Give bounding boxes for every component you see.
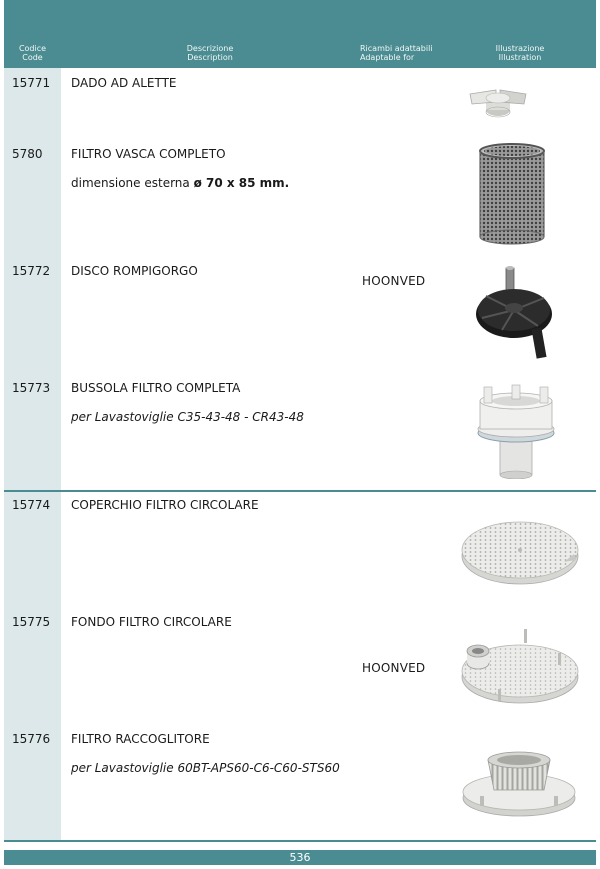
header-code-en: Code bbox=[22, 53, 43, 62]
item-adaptable: HOONVED bbox=[362, 661, 426, 675]
header-desc-it: Descrizione bbox=[186, 44, 234, 53]
item-description: FILTRO RACCOGLITORE bbox=[71, 732, 210, 746]
page-footer bbox=[4, 850, 596, 865]
code-column bbox=[4, 68, 61, 840]
item-description: BUSSOLA FILTRO COMPLETA bbox=[71, 381, 241, 395]
item-detail bbox=[71, 176, 289, 190]
item-description: FONDO FILTRO CIRCOLARE bbox=[71, 615, 232, 629]
item-detail: per Lavastoviglie C35-43-48 - CR43-48 bbox=[71, 410, 304, 424]
header-code-it: Codice bbox=[18, 44, 47, 53]
section-divider bbox=[4, 490, 596, 492]
circular-filter-cover-illustration bbox=[458, 510, 582, 590]
header-ric-en: Adaptable for bbox=[360, 53, 415, 62]
item-code: 15771 bbox=[12, 76, 51, 90]
wing-nut-illustration bbox=[466, 80, 530, 122]
item-code: 15773 bbox=[12, 381, 51, 395]
collector-filter-illustration bbox=[460, 740, 578, 822]
item-description: FILTRO VASCA COMPLETO bbox=[71, 147, 226, 161]
item-description: DADO AD ALETTE bbox=[71, 76, 177, 90]
circular-filter-base-illustration bbox=[458, 623, 582, 711]
header-description bbox=[70, 44, 350, 62]
filter-bushing-illustration bbox=[474, 383, 558, 479]
header-adaptable bbox=[360, 44, 460, 62]
black-disc-illustration bbox=[472, 266, 556, 366]
table-bottom-rule bbox=[4, 840, 596, 842]
page-number: 536 bbox=[289, 851, 311, 864]
item-code: 15774 bbox=[12, 498, 51, 512]
header-code bbox=[4, 44, 61, 62]
header-illustration bbox=[460, 44, 580, 62]
item-code: 5780 bbox=[12, 147, 43, 161]
item-adaptable: HOONVED bbox=[362, 274, 426, 288]
header-ric-it: Ricambi adattabili bbox=[360, 44, 433, 53]
mesh-basket-filter-illustration bbox=[474, 141, 550, 247]
item-code: 15775 bbox=[12, 615, 51, 629]
header-desc-en: Description bbox=[187, 53, 233, 62]
item-detail-size: ø 70 x 85 mm. bbox=[193, 176, 290, 190]
item-description: DISCO ROMPIGORGO bbox=[71, 264, 198, 278]
header-ill-en: Illustration bbox=[498, 53, 542, 62]
item-detail-text: dimensione esterna bbox=[71, 176, 194, 190]
header-ill-it: Illustrazione bbox=[495, 44, 545, 53]
item-code: 15772 bbox=[12, 264, 51, 278]
item-code: 15776 bbox=[12, 732, 51, 746]
item-description: COPERCHIO FILTRO CIRCOLARE bbox=[71, 498, 259, 512]
item-detail: per Lavastoviglie 60BT-APS60-C6-C60-STS60 bbox=[71, 761, 340, 775]
